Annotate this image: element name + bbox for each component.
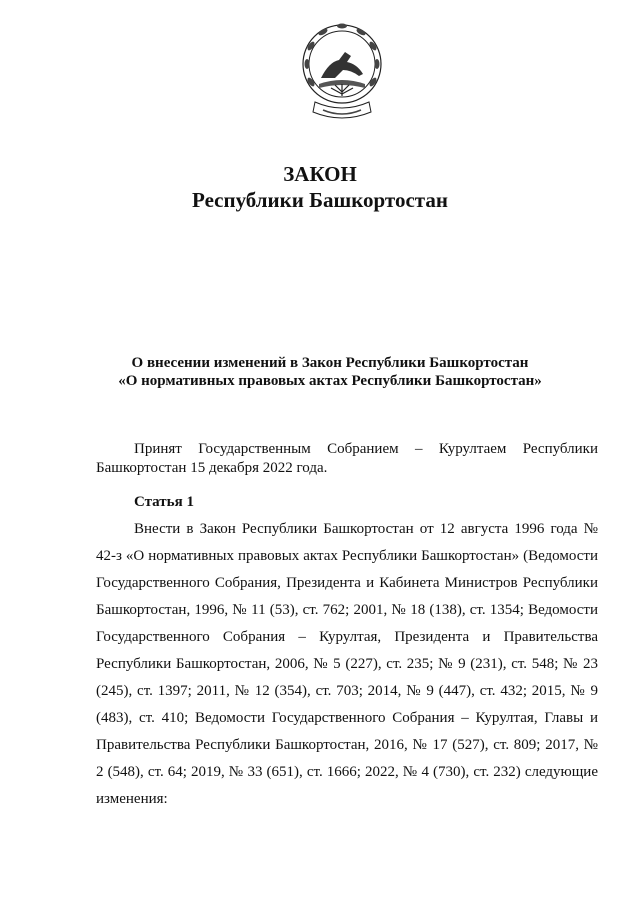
document-issuer-title: Республики Башкортостан [192, 188, 448, 212]
subject-line-2: «О нормативных правовых актах Республики Башкортостан» [118, 373, 542, 389]
adoption-statement: Принят Государственным Собранием – Курултаем Республики Башкортостан 15 декабря 2022 года. [96, 441, 598, 476]
subject-line-1: О внесении изменений в Закон Республики Башкортостан [131, 355, 529, 371]
article-text: Внести в Закон Республики Башкортостан от 12 августа 1996 года № 42-з «О нормативных правовых актах Республики Башкортостан» (Ведомости Государственного Собрания, Президента и Кабинета Министров Республики Башкортостан, 1996, № 11 (53), ст. 762; 2001, № 18 (138), ст. 1354; Ведомости Государственного Собрания – Курултая, Президента и Правительства Республики Башкортостан, 2006, № 5 (227), ст. 235; № 9 (231), ст. 548; № 23 (245), ст. 1397; 2011, № 12 (354), ст. 703; 2014, № 9 (447), ст. 432; 2015, № 9 (483), ст. 410; Ведомости Государственного Собрания – Курултая, Главы и Правительства Республики Башкортостан, 2016, № 17 (527), ст. 809; 2017, № 2 (548), ст. 64; 2019, № 33 (651), ст. 1666; 2022, № 4 (730), ст. 232) следующие изменения: [96, 521, 598, 807]
law-subject [60, 354, 600, 390]
article-heading: Статья 1 [134, 494, 194, 510]
document-type-title: ЗАКОН [283, 162, 357, 186]
coat-of-arms-icon [299, 22, 385, 132]
